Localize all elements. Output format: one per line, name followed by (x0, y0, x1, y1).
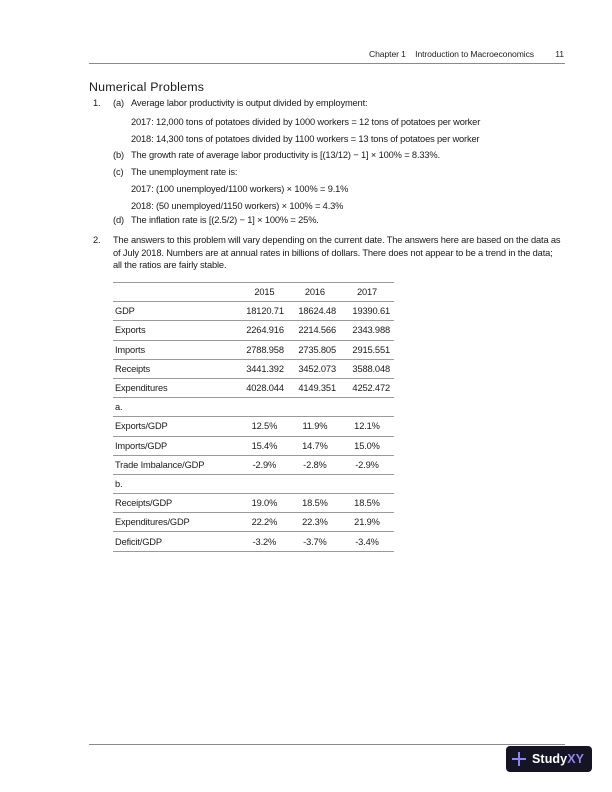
cell-2016: 11.9% (284, 417, 336, 436)
cell-2015: 18120.71 (221, 302, 284, 321)
cell-2016: 14.7% (284, 436, 336, 455)
cell-2017: -2.9% (336, 455, 394, 474)
row-label: Imports/GDP (113, 436, 221, 455)
cell-2016 (284, 474, 336, 493)
problem-1c-line-2018: 2018: (50 unemployed/1150 workers) × 100% = 4.3% (131, 201, 344, 211)
problem-1d-label: (d) (113, 215, 124, 225)
cell-2016: 2735.805 (284, 340, 336, 359)
cell-2016: 4149.351 (284, 378, 336, 397)
table-row (113, 359, 394, 378)
row-label: Expenditures/GDP (113, 513, 221, 532)
running-header (369, 49, 564, 59)
problem-1c-text: The unemployment rate is: (131, 167, 238, 177)
cell-2017 (336, 398, 394, 417)
cell-2015: -3.2% (221, 532, 284, 551)
row-label: Receipts (113, 359, 221, 378)
plus-icon (512, 752, 526, 766)
cell-2015: -2.9% (221, 455, 284, 474)
row-label: Imports (113, 340, 221, 359)
column-header-2016: 2016 (284, 283, 336, 302)
problem-1-number: 1. (93, 98, 101, 108)
row-label: Trade Imbalance/GDP (113, 455, 221, 474)
cell-2017: -3.4% (336, 532, 394, 551)
row-label: Deficit/GDP (113, 532, 221, 551)
table-row (113, 494, 394, 513)
row-label: Exports/GDP (113, 417, 221, 436)
brand-accent: XY (567, 752, 585, 766)
section-label-a: a. (113, 398, 221, 417)
column-header-2017: 2017 (336, 283, 394, 302)
problem-1b-text: The growth rate of average labor productivity is [(13/12) − 1] × 100% = 8.33%. (131, 150, 440, 160)
table-row (113, 378, 394, 397)
cell-2017: 12.1% (336, 417, 394, 436)
cell-2016 (284, 398, 336, 417)
table-row (113, 532, 394, 551)
brand-main: Study (532, 752, 568, 766)
row-label: Expenditures (113, 378, 221, 397)
cell-2016: -3.7% (284, 532, 336, 551)
cell-2016: 3452.073 (284, 359, 336, 378)
cell-2017: 3588.048 (336, 359, 394, 378)
column-header-2015: 2015 (221, 283, 284, 302)
row-label: Receipts/GDP (113, 494, 221, 513)
cell-2017: 19390.61 (336, 302, 394, 321)
cell-2015 (221, 398, 284, 417)
cell-2015: 19.0% (221, 494, 284, 513)
problem-1c-line-2017: 2017: (100 unemployed/1100 workers) × 100% = 9.1% (131, 184, 349, 194)
table-row (113, 513, 394, 532)
table-row (113, 321, 394, 340)
studyxy-badge[interactable] (506, 746, 592, 772)
table-section-row-b (113, 474, 394, 493)
cell-2016: 22.3% (284, 513, 336, 532)
page-number: 11 (555, 49, 564, 59)
table-row (113, 302, 394, 321)
cell-2015: 3441.392 (221, 359, 284, 378)
problem-1b-label: (b) (113, 150, 124, 160)
problem-1a-text: Average labor productivity is output divided by employment: (131, 98, 368, 108)
problem-1d-text: The inflation rate is [(2.5/2) − 1] × 100% = 25%. (131, 215, 319, 225)
cell-2015 (221, 474, 284, 493)
table-section-row-a (113, 398, 394, 417)
column-header-label (113, 283, 221, 302)
problem-1a-line-2017: 2017: 12,000 tons of potatoes divided by 1000 workers = 12 tons of potatoes per worker (131, 117, 481, 127)
problem-2-text: The answers to this problem will vary depending on the current date. The answers here are based on the data as of July 2018. Numbers are at annual rates in billions of dollars. There does not appear to be a trend in the data; all the ratios are fairly stable. (113, 235, 561, 271)
table-row (113, 417, 394, 436)
header-rule (89, 63, 565, 64)
cell-2015: 4028.044 (221, 378, 284, 397)
cell-2015: 15.4% (221, 436, 284, 455)
problem-1c-label: (c) (113, 167, 124, 177)
section-title: Numerical Problems (89, 80, 205, 94)
brand-name (532, 752, 584, 766)
cell-2015: 2788.958 (221, 340, 284, 359)
table-header-row (113, 283, 394, 302)
cell-2017: 21.9% (336, 513, 394, 532)
section-label-b: b. (113, 474, 221, 493)
cell-2017 (336, 474, 394, 493)
cell-2015: 22.2% (221, 513, 284, 532)
row-label: Exports (113, 321, 221, 340)
cell-2016: 2214.566 (284, 321, 336, 340)
cell-2016: 18624.48 (284, 302, 336, 321)
table-row (113, 340, 394, 359)
table-row (113, 436, 394, 455)
cell-2016: 18.5% (284, 494, 336, 513)
cell-2015: 2264.916 (221, 321, 284, 340)
chapter-number: Chapter 1 (369, 49, 406, 59)
cell-2017: 15.0% (336, 436, 394, 455)
problem-1a-label: (a) (113, 98, 124, 108)
chapter-title: Introduction to Macroeconomics (415, 49, 534, 59)
problem-2-number: 2. (93, 235, 101, 245)
cell-2017: 4252.472 (336, 378, 394, 397)
data-table (113, 282, 394, 552)
cell-2015: 12.5% (221, 417, 284, 436)
footer-rule (89, 744, 565, 745)
row-label: GDP (113, 302, 221, 321)
cell-2017: 18.5% (336, 494, 394, 513)
cell-2017: 2915.551 (336, 340, 394, 359)
cell-2016: -2.8% (284, 455, 336, 474)
table-row (113, 455, 394, 474)
cell-2017: 2343.988 (336, 321, 394, 340)
problem-1a-line-2018: 2018: 14,300 tons of potatoes divided by 1100 workers = 13 tons of potatoes per worker (131, 134, 480, 144)
